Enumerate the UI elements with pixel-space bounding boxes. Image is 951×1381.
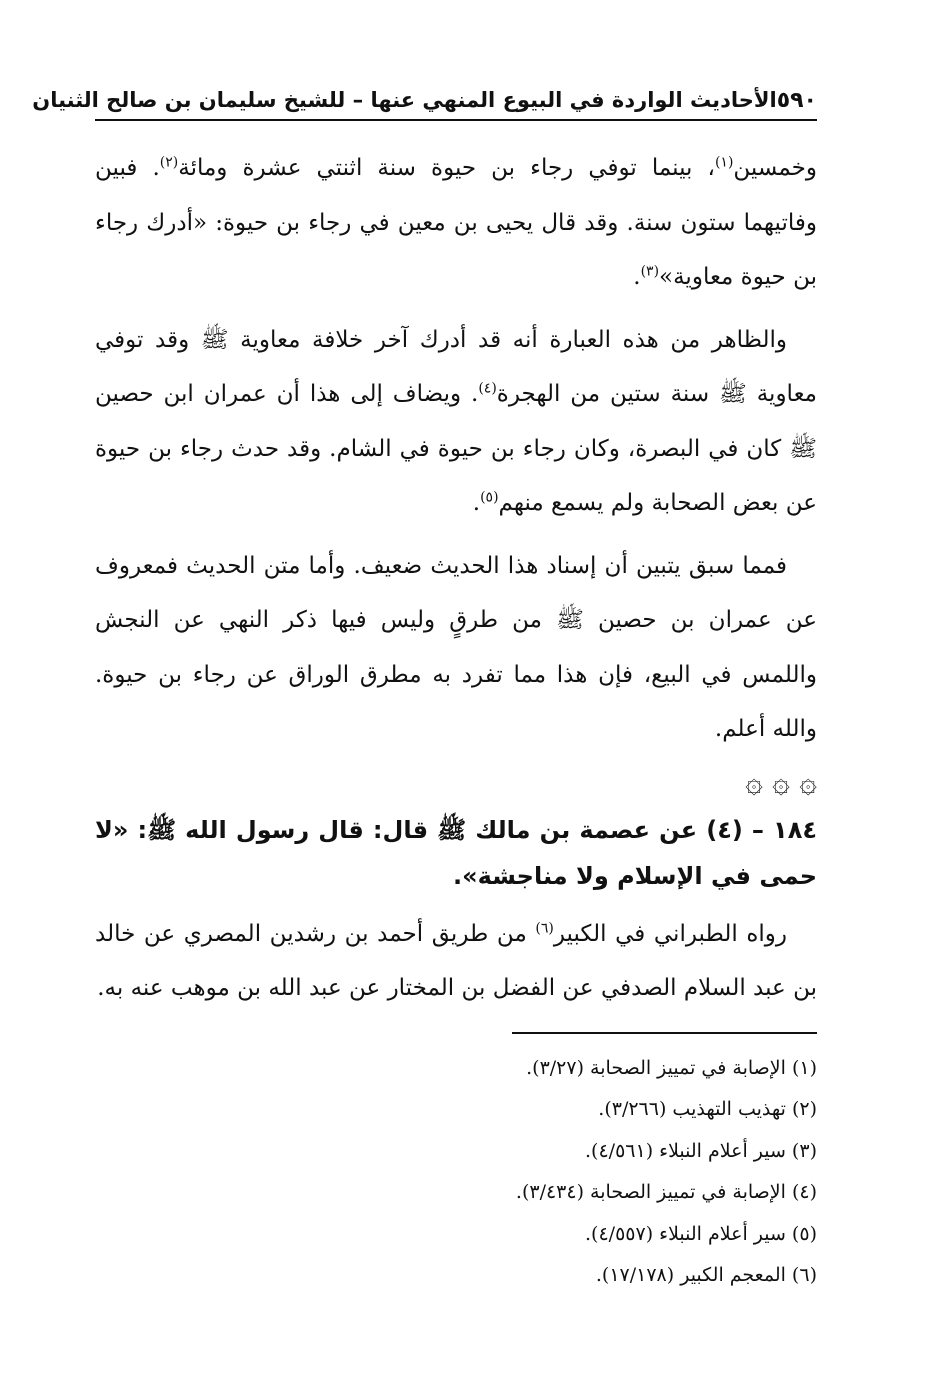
footnote-ref: (٥) (480, 489, 499, 506)
footnote: (٤) الإصابة في تمييز الصحابة (٣/٤٣٤). (515, 1181, 817, 1203)
paragraph-2 (95, 313, 817, 531)
footnote-ref: (٣) (640, 263, 660, 280)
book-page (32, 88, 817, 1297)
footnote-ref: (١) (714, 154, 734, 171)
text-run: فمما سبق يتبين أن إسناد هذا الحديث ضعيف. وأما متن الحديث فمعروف عن عمران بن حصين ﷺ من طرقٍ وليس فيها ذكر النهي عن النجش واللمس في البيع، فإن هذا مما تفرد به مطرق الوراق عن رجاء بن حيوة. والله أعلم. (95, 552, 817, 742)
paragraph-3 (95, 539, 817, 757)
paragraph-1 (95, 141, 817, 305)
section-separator: ۞ ۞ ۞ (745, 764, 817, 800)
text-run: رواه الطبراني في الكبير (553, 920, 788, 947)
page-number: ٥٩٠ (776, 88, 817, 113)
footnote-ref: (٦) (535, 919, 554, 936)
text-run: . ويضاف إلى هذا أن عمران ابن حصين ﷺ كان في البصرة، وكان رجاء بن حيوة في الشام. وقد حدث رجاء بن حيوة عن بعض الصحابة ولم يسمع منهم (95, 381, 817, 516)
footnote: (٢) تهذيب التهذيب (٣/٢٦٦). (598, 1098, 817, 1120)
running-title: الأحاديث الواردة في البيوع المنهي عنها – للشيخ سليمان بن صالح الثنيان (32, 88, 777, 112)
narration-paragraph (95, 907, 817, 1016)
footnote: (٦) المعجم الكبير (١٧/١٧٨). (595, 1264, 817, 1286)
text-run: من طريق أحمد بن رشدين المصري عن خالد بن عبد السلام الصدفي عن الفضل بن المختار عن عبد الله بن موهب عنه به. (95, 920, 817, 1001)
footnotes-list (95, 1048, 817, 1297)
text-run: والظاهر من هذه العبارة أنه قد أدرك آخر خلافة معاوية ﷺ وقد توفي معاوية ﷺ سنة ستين من الهجرة (95, 326, 817, 407)
footnote: (٥) سير أعلام النبلاء (٤/٥٥٧). (585, 1222, 817, 1245)
text-run: ، بينما توفي رجاء بن حيوة سنة اثنتي عشرة ومائة (178, 155, 715, 181)
footnote-ref: (٢) (159, 154, 179, 171)
text-run: . (633, 264, 641, 290)
main-text (95, 141, 817, 1016)
text-run: . (472, 490, 481, 516)
footnote-ref: (٤) (478, 380, 497, 397)
footnote: (١) الإصابة في تمييز الصحابة (٣/٢٧). (526, 1056, 817, 1079)
hadith-text: ١٨٤ – (٤) عن عصمة بن مالك ﷺ قال: قال رسول الله ﷺ: «لا حمى في الإسلام ولا مناجشة». (95, 815, 817, 890)
footnote: (٣) سير أعلام النبلاء (٤/٥٦١). (585, 1139, 817, 1162)
running-header (32, 88, 817, 121)
text-run: . فبين وفاتيهما ستون سنة. وقد قال يحيى بن معين في رجاء بن حيوة: «أدرك رجاء بن حيوة معاوية» (95, 155, 817, 290)
footnote-divider (512, 1032, 817, 1034)
text-run: وخمسين (733, 155, 817, 181)
